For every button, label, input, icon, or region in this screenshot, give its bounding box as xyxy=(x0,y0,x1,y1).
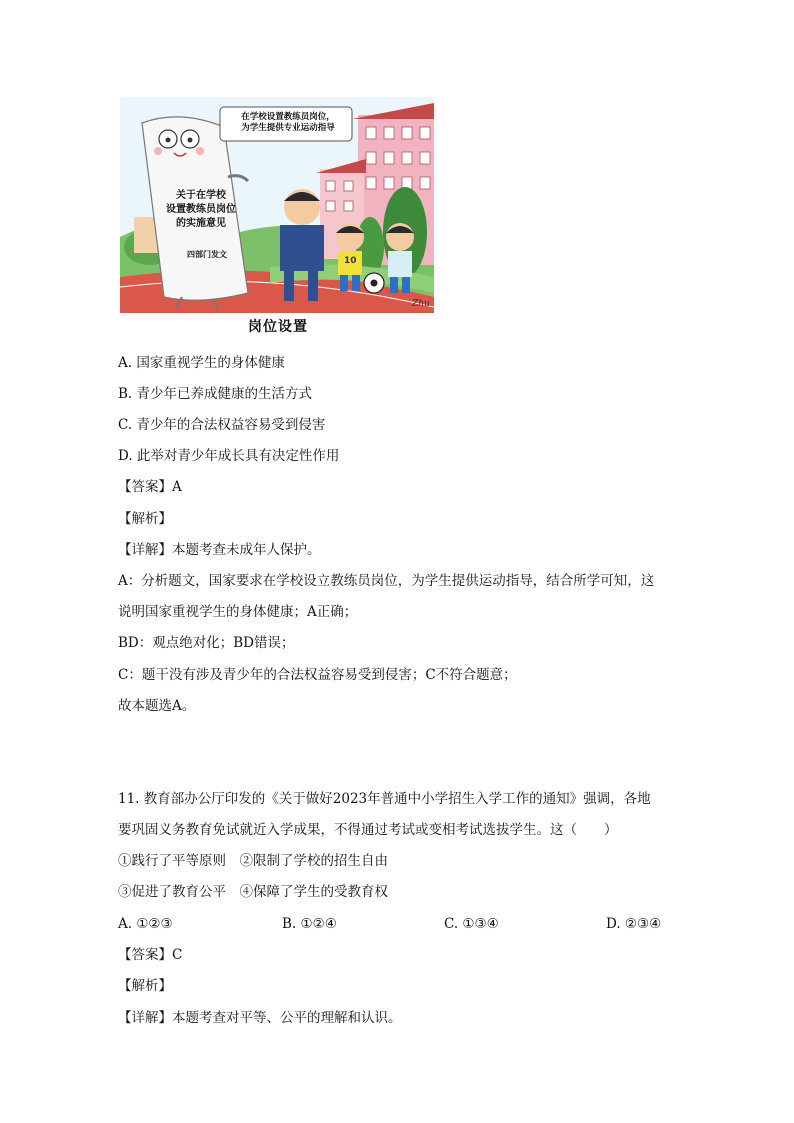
option-a: A. 国家重视学生的身体健康 xyxy=(118,355,285,371)
speech-line: 在学校设置教练员岗位， xyxy=(241,112,335,122)
explanation-line: 说明国家重视学生的身体健康；A正确； xyxy=(118,604,358,620)
explanation-line: C：题干没有涉及青少年的合法权益容易受到侵害；C不符合题意； xyxy=(118,667,517,683)
answer-label: 【答案】A xyxy=(118,479,182,495)
document-line: 关于在学校 xyxy=(176,190,226,201)
analysis-label: 【解析】 xyxy=(118,511,172,527)
explanation-line: 故本题选A。 xyxy=(118,698,196,714)
option-b: B. 青少年已养成健康的生活方式 xyxy=(118,386,313,402)
question-stem: 要巩固义务教育免试就近入学成果，不得通过考试或变相考试选拔学生。这（ ） xyxy=(118,822,618,838)
statement-line: ①践行了平等原则 ②限制了学校的招生自由 xyxy=(118,853,388,869)
explanation-line: A：分析题文，国家要求在学校设立教练员岗位，为学生提供运动指导，结合所学可知，这 xyxy=(118,573,655,589)
document-title xyxy=(160,189,242,231)
detail-label: 【详解】本题考查对平等、公平的理解和认识。 xyxy=(118,1010,402,1026)
document-subtitle: 四部门发文 xyxy=(187,250,227,259)
document-line: 的实施意见 xyxy=(176,218,226,229)
analysis-label: 【解析】 xyxy=(118,978,172,994)
choice-c: C. ①③④ xyxy=(444,916,499,932)
statement-line: ③促进了教育公平 ④保障了学生的受教育权 xyxy=(118,884,388,900)
cartoon-illustration xyxy=(120,97,434,313)
speech-bubble-text xyxy=(226,112,350,134)
explanation-line: BD：观点绝对化；BD错误； xyxy=(118,635,295,651)
document-line: 设置教练员岗位 xyxy=(166,204,236,215)
option-d: D. 此举对青少年成长具有决定性作用 xyxy=(118,448,340,464)
choice-d: D. ②③④ xyxy=(606,916,662,932)
detail-label: 【详解】本题考查未成年人保护。 xyxy=(118,542,321,558)
choice-a: A. ①②③ xyxy=(118,916,173,932)
illustration-caption: 岗位设置 xyxy=(248,319,308,335)
signature: Zhu xyxy=(412,299,430,309)
choice-b: B. ①②④ xyxy=(282,916,337,932)
question-stem: 11. 教育部办公厅印发的《关于做好2023年普通中小学招生入学工作的通知》强调，各地 xyxy=(118,791,651,807)
speech-line: 为学生提供专业运动指导 xyxy=(241,123,335,133)
answer-label: 【答案】C xyxy=(118,947,183,963)
option-c: C. 青少年的合法权益容易受到侵害 xyxy=(118,417,326,433)
jersey-number: 10 xyxy=(344,256,357,266)
